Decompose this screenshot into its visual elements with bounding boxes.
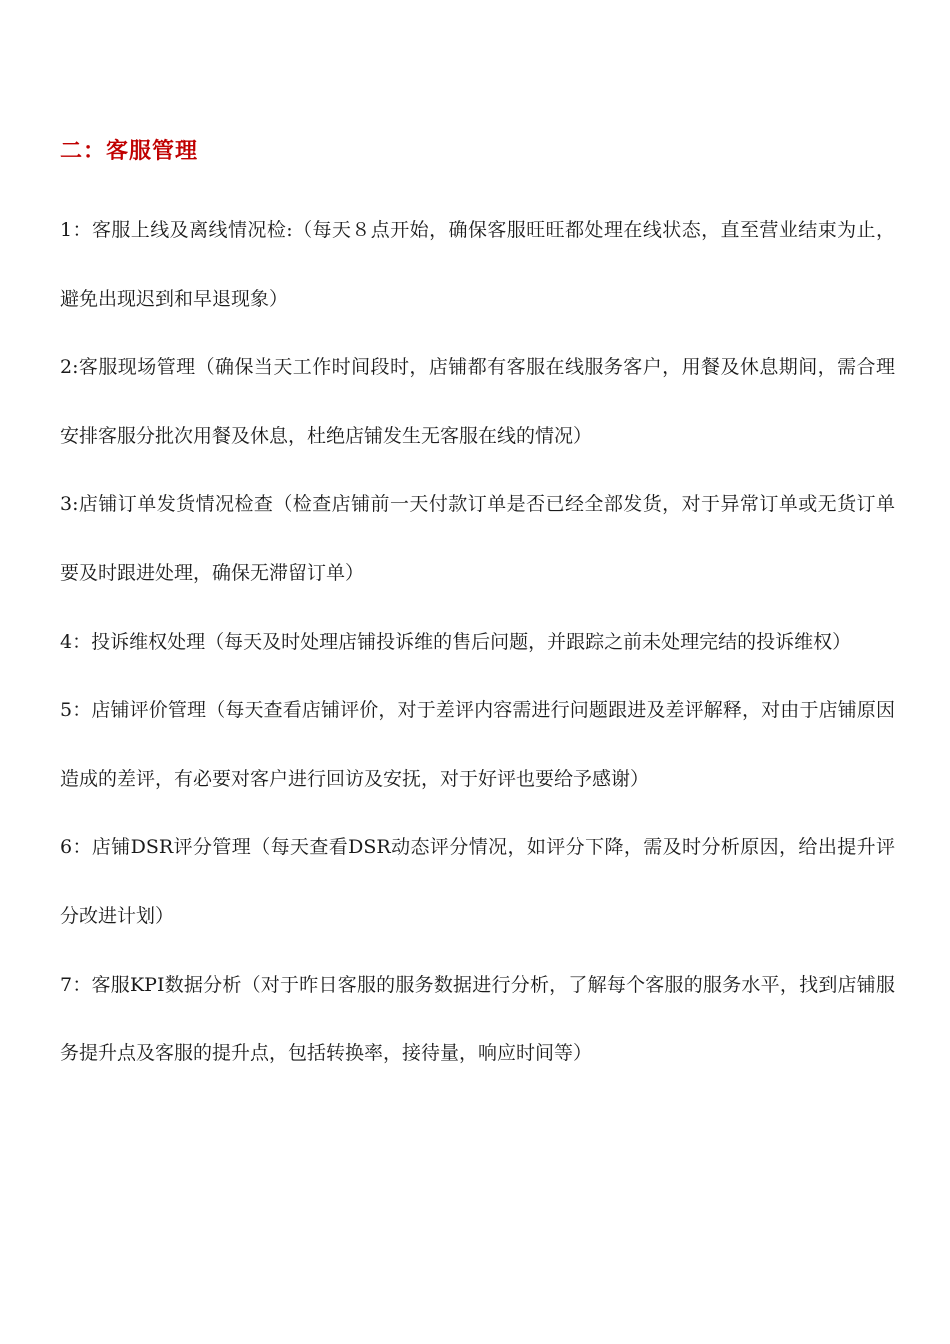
list-item: 2:客服现场管理（确保当天工作时间段时，店铺都有客服在线服务客户，用餐及休息期间，需合理安排客服分批次用餐及休息，杜绝店铺发生无客服在线的情况） bbox=[60, 356, 895, 447]
list-item: 3:店铺订单发货情况检查（检查店铺前一天付款订单是否已经全部发货，对于异常订单或无货订单要及时跟进处理，确保无滞留订单） bbox=[60, 493, 895, 584]
section-heading: 二：客服管理 bbox=[60, 139, 199, 164]
list-item: 4：投诉维权处理（每天及时处理店铺投诉维的售后问题，并跟踪之前未处理完结的投诉维权） bbox=[60, 630, 852, 653]
list-item: 5：店铺评价管理（每天查看店铺评价，对于差评内容需进行问题跟进及差评解释，对由于店铺原因造成的差评，有必要对客户进行回访及安抚，对于好评也要给予感谢） bbox=[60, 699, 895, 790]
task-list bbox=[60, 196, 895, 1088]
list-item: 7：客服KPI数据分析（对于昨日客服的服务数据进行分析，了解每个客服的服务水平，找到店铺服务提升点及客服的提升点，包括转换率，接待量，响应时间等） bbox=[60, 973, 895, 1065]
list-item: 6：店铺DSR评分管理（每天查看DSR动态评分情况，如评分下降，需及时分析原因，给出提升评分改进计划） bbox=[60, 836, 895, 927]
list-item: 1：客服上线及离线情况检:（每天８点开始，确保客服旺旺都处理在线状态，直至营业结束为止，避免出现迟到和早退现象） bbox=[60, 219, 895, 310]
